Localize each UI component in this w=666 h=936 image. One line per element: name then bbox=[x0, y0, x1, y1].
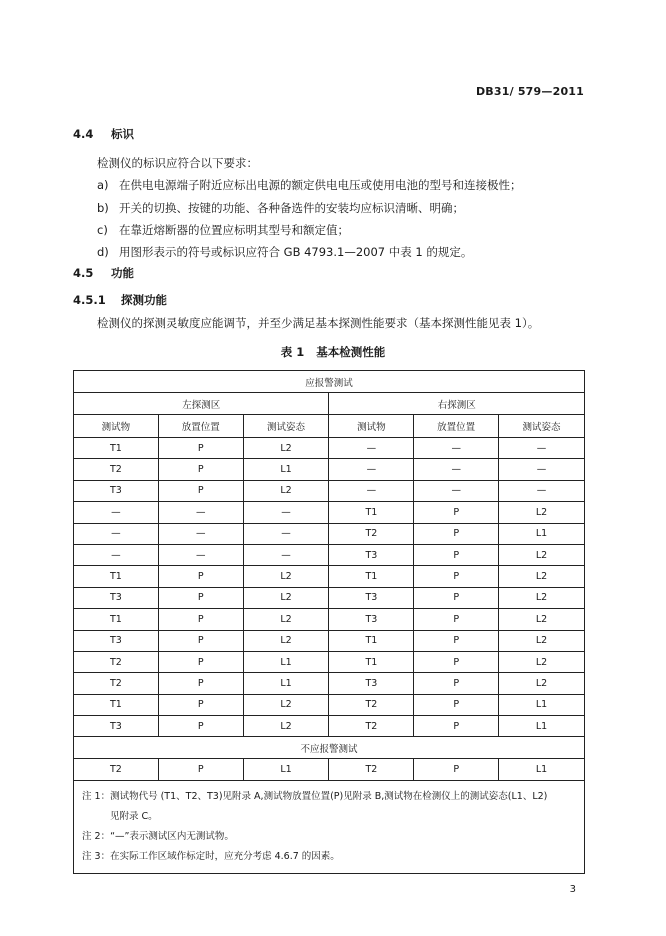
table-row bbox=[74, 587, 585, 608]
table-cell: P bbox=[158, 587, 243, 608]
section-4-5-1-heading bbox=[73, 292, 167, 308]
list-text: 用图形表示的符号或标识应符合 GB 4793.1—2007 中表 1 的规定。 bbox=[119, 245, 473, 259]
table-row bbox=[74, 651, 585, 672]
section-4-5-1-text: 检测仪的探测灵敏度应能调节，并至少满足基本探测性能要求（基本探测性能见表 1）。 bbox=[97, 316, 540, 330]
table-cell: P bbox=[158, 694, 243, 715]
list-text: 在供电电源端子附近应标出电源的额定供电电压或使用电池的型号和连接极性； bbox=[119, 178, 522, 192]
table-caption-number: 表 1 bbox=[280, 345, 305, 359]
table-cell: T3 bbox=[74, 630, 159, 651]
table-cell: — bbox=[158, 523, 243, 544]
column-header: 测试姿态 bbox=[243, 415, 329, 438]
table-cell: T1 bbox=[329, 630, 414, 651]
table-cell: L1 bbox=[499, 694, 585, 715]
list-item-b bbox=[97, 200, 464, 216]
section-title: 标识 bbox=[111, 127, 135, 141]
table-cell: — bbox=[74, 523, 159, 544]
list-marker: b) bbox=[97, 201, 109, 215]
list-text: 在靠近熔断器的位置应标明其型号和额定值； bbox=[119, 223, 349, 237]
right-zone-header: 右探测区 bbox=[329, 393, 585, 415]
table-cell: P bbox=[158, 438, 243, 459]
table-cell: P bbox=[414, 587, 499, 608]
table-cell: T3 bbox=[329, 673, 414, 694]
table-cell: L1 bbox=[243, 651, 329, 672]
table-row bbox=[74, 694, 585, 715]
table-cell: T3 bbox=[329, 587, 414, 608]
section-number: 4.5.1 bbox=[73, 293, 106, 307]
table-cell: L2 bbox=[499, 566, 585, 587]
table-row bbox=[74, 759, 585, 780]
table-cell: P bbox=[414, 566, 499, 587]
section-number: 4.5 bbox=[73, 266, 94, 280]
table-cell: T3 bbox=[329, 544, 414, 565]
table-cell: P bbox=[158, 630, 243, 651]
table-cell: T1 bbox=[329, 566, 414, 587]
section-title: 探测功能 bbox=[121, 293, 168, 307]
table-cell: P bbox=[414, 651, 499, 672]
column-header: 测试姿态 bbox=[499, 415, 585, 438]
table-cell: P bbox=[158, 566, 243, 587]
document-code: DB31/ 579—2011 bbox=[475, 85, 584, 98]
table-cell: T1 bbox=[74, 438, 159, 459]
table-cell: T2 bbox=[74, 651, 159, 672]
table-cell: L2 bbox=[243, 480, 329, 501]
table-cell: L1 bbox=[243, 673, 329, 694]
table-cell: P bbox=[158, 459, 243, 480]
column-header: 放置位置 bbox=[414, 415, 499, 438]
table-cell: — bbox=[158, 544, 243, 565]
table-cell: — bbox=[329, 459, 414, 480]
zone-header-row bbox=[74, 393, 585, 415]
table-cell: T2 bbox=[329, 523, 414, 544]
table-cell: — bbox=[499, 480, 585, 501]
table-cell: — bbox=[74, 502, 159, 523]
list-marker: a) bbox=[97, 178, 109, 192]
no-alarm-test-header: 不应报警测试 bbox=[74, 737, 585, 759]
no-alarm-test-header-row bbox=[74, 737, 585, 759]
table-cell: P bbox=[158, 716, 243, 737]
column-header-row bbox=[74, 415, 585, 438]
table-cell: T2 bbox=[74, 673, 159, 694]
table-row bbox=[74, 480, 585, 501]
table-cell: P bbox=[414, 716, 499, 737]
list-text: 开关的切换、按键的功能、各种备选件的安装均应标识清晰、明确； bbox=[119, 201, 464, 215]
table-cell: P bbox=[414, 544, 499, 565]
table-cell: L2 bbox=[243, 587, 329, 608]
table-cell: — bbox=[243, 523, 329, 544]
table-cell: P bbox=[158, 480, 243, 501]
table-note: 见附录 C。 bbox=[110, 810, 158, 822]
column-header: 放置位置 bbox=[158, 415, 243, 438]
table-cell: P bbox=[158, 609, 243, 630]
table-cell: T3 bbox=[329, 609, 414, 630]
table-cell: T1 bbox=[74, 694, 159, 715]
table-cell: P bbox=[414, 759, 499, 780]
table-row bbox=[74, 438, 585, 459]
section-4-4-heading bbox=[73, 126, 134, 142]
table-row bbox=[74, 630, 585, 651]
table-cell: L2 bbox=[243, 609, 329, 630]
table-cell: L1 bbox=[243, 459, 329, 480]
table-caption bbox=[0, 344, 666, 360]
table-note: 注 1：测试物代号 (T1、T2、T3)见附录 A,测试物放置位置(P)见附录 B,测试物在检测仪上的测试姿态(L1、L2) bbox=[82, 790, 548, 802]
table-note: 注 3：在实际工作区域作标定时，应充分考虑 4.6.7 的因素。 bbox=[82, 850, 340, 862]
table-cell: — bbox=[499, 438, 585, 459]
left-zone-header: 左探测区 bbox=[74, 393, 329, 415]
table-cell: L2 bbox=[243, 716, 329, 737]
table-cell: — bbox=[499, 459, 585, 480]
table-cell: P bbox=[414, 523, 499, 544]
list-item-c bbox=[97, 222, 349, 238]
table-row bbox=[74, 544, 585, 565]
table-cell: T2 bbox=[329, 716, 414, 737]
table-cell: — bbox=[158, 502, 243, 523]
table-cell: P bbox=[414, 609, 499, 630]
table-cell: L2 bbox=[499, 544, 585, 565]
table-cell: — bbox=[329, 438, 414, 459]
table-cell: L2 bbox=[243, 566, 329, 587]
list-marker: c) bbox=[97, 223, 108, 237]
page-number: 3 bbox=[569, 884, 576, 895]
section-4-5-heading bbox=[73, 265, 134, 281]
table-row bbox=[74, 609, 585, 630]
table-cell: — bbox=[243, 544, 329, 565]
table-row bbox=[74, 716, 585, 737]
table-cell: L1 bbox=[499, 716, 585, 737]
table-row bbox=[74, 459, 585, 480]
alarm-test-header-row bbox=[74, 371, 585, 393]
table-cell: L2 bbox=[243, 438, 329, 459]
table-caption-title: 基本检测性能 bbox=[316, 345, 386, 359]
column-header: 测试物 bbox=[329, 415, 414, 438]
table-notes bbox=[74, 780, 585, 873]
table-row bbox=[74, 566, 585, 587]
table-cell: L1 bbox=[243, 759, 329, 780]
table-cell: — bbox=[414, 438, 499, 459]
table-cell: T1 bbox=[74, 566, 159, 587]
section-4-4-intro: 检测仪的标识应符合以下要求： bbox=[97, 156, 258, 170]
table-cell: T2 bbox=[329, 694, 414, 715]
table-cell: T1 bbox=[74, 609, 159, 630]
table-note: 注 2：“—”表示测试区内无测试物。 bbox=[82, 830, 234, 842]
column-header: 测试物 bbox=[74, 415, 159, 438]
table-cell: — bbox=[243, 502, 329, 523]
table-cell: T2 bbox=[74, 759, 159, 780]
table-cell: P bbox=[414, 673, 499, 694]
table-cell: T2 bbox=[329, 759, 414, 780]
table-cell: P bbox=[158, 673, 243, 694]
table-row bbox=[74, 673, 585, 694]
basic-detection-table bbox=[73, 370, 585, 874]
table-row bbox=[74, 502, 585, 523]
table-cell: P bbox=[414, 694, 499, 715]
section-number: 4.4 bbox=[73, 127, 94, 141]
table-cell: — bbox=[74, 544, 159, 565]
table-cell: L2 bbox=[499, 609, 585, 630]
section-title: 功能 bbox=[111, 266, 135, 280]
list-marker: d) bbox=[97, 245, 109, 259]
table-cell: L2 bbox=[243, 694, 329, 715]
table-cell: — bbox=[414, 459, 499, 480]
table-cell: — bbox=[414, 480, 499, 501]
table-cell: T1 bbox=[329, 651, 414, 672]
table-cell: T3 bbox=[74, 716, 159, 737]
alarm-test-header: 应报警测试 bbox=[74, 371, 585, 393]
table-cell: L1 bbox=[499, 523, 585, 544]
table-cell: L2 bbox=[243, 630, 329, 651]
table-cell: T1 bbox=[329, 502, 414, 523]
list-item-a bbox=[97, 177, 522, 193]
table-cell: L2 bbox=[499, 630, 585, 651]
table-cell: — bbox=[329, 480, 414, 501]
table-cell: L2 bbox=[499, 673, 585, 694]
table-cell: L2 bbox=[499, 651, 585, 672]
list-item-d bbox=[97, 244, 472, 260]
table-cell: P bbox=[158, 759, 243, 780]
table-cell: T2 bbox=[74, 459, 159, 480]
table-row bbox=[74, 523, 585, 544]
table-cell: L1 bbox=[499, 759, 585, 780]
table-cell: P bbox=[414, 630, 499, 651]
table-cell: T3 bbox=[74, 587, 159, 608]
table-cell: L2 bbox=[499, 587, 585, 608]
table-cell: P bbox=[158, 651, 243, 672]
table-cell: L2 bbox=[499, 502, 585, 523]
table-cell: P bbox=[414, 502, 499, 523]
table-notes-row bbox=[74, 780, 585, 873]
table-cell: T3 bbox=[74, 480, 159, 501]
